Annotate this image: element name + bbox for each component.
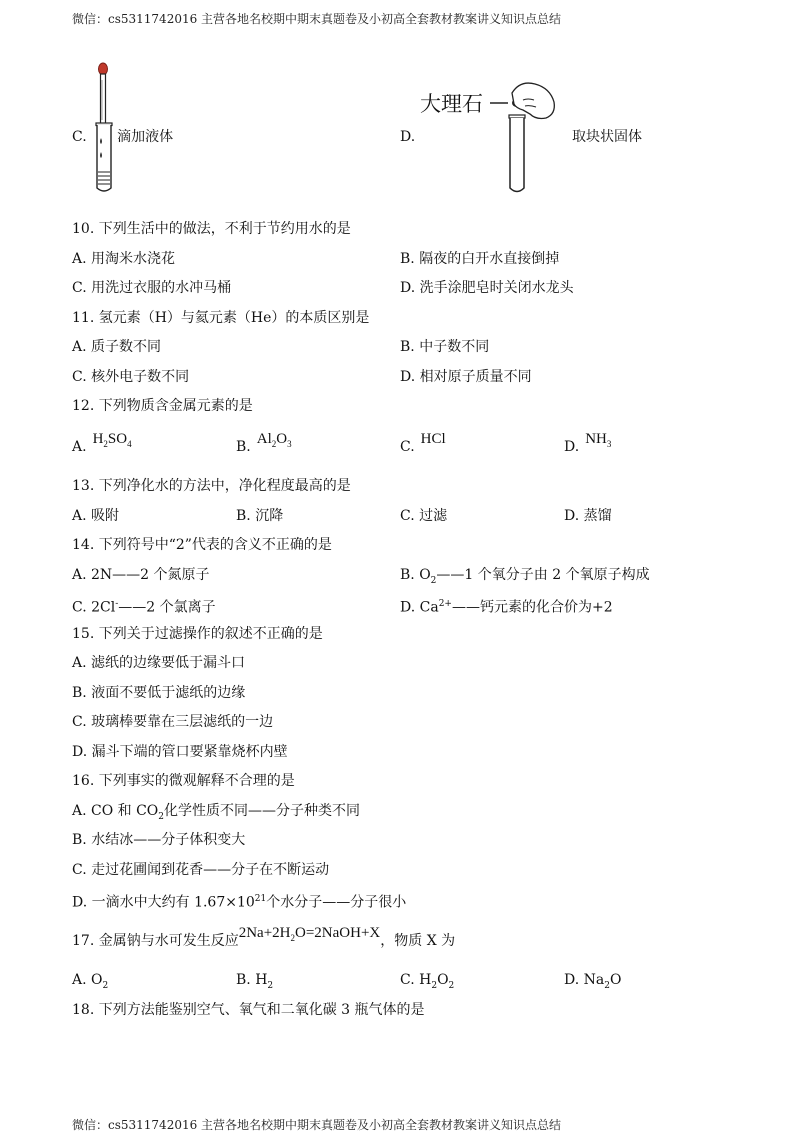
q11-option-a: A. 质子数不同 — [72, 339, 162, 355]
q11-option-b: B. 中子数不同 — [400, 339, 490, 355]
q10-option-a: A. 用淘米水浇花 — [72, 251, 176, 267]
q16-option-c: C. 走过花圃闻到花香——分子在不断运动 — [72, 862, 330, 878]
q13-stem: 13. 下列净化水的方法中，净化程度最高的是 — [72, 478, 351, 494]
q11-option-c: C. 核外电子数不同 — [72, 369, 190, 385]
q9-option-d-text: 取块状固体 — [572, 129, 642, 145]
q14-stem: 14. 下列符号中“2”代表的含义不正确的是 — [72, 537, 332, 553]
q9-option-d-label: D. — [400, 129, 416, 145]
q14-option-d: D. $Ca^{2+}——$钙元素的化合价为+2 — [400, 599, 613, 616]
q16-stem: 16. 下列事实的微观解释不合理的是 — [72, 773, 295, 789]
q12-option-a — [72, 431, 132, 461]
q15-option-c: C. 玻璃棒要靠在三层滤纸的一边 — [72, 714, 274, 730]
q16-option-a: A. CO 和 $CO_2$化学性质不同——分子种类不同 — [72, 803, 361, 822]
formula: $H_2SO_4$ — [92, 431, 132, 449]
q14-option-c: C. 2Cl-——2 个氯离子 — [72, 599, 216, 616]
q10-stem: 10. 下列生活中的做法，不利于节约用水的是 — [72, 221, 351, 237]
q10-option-c: C. 用洗过衣服的水冲马桶 — [72, 280, 232, 296]
q17-option-d: D. $Na_2O$ — [564, 972, 622, 991]
q15-option-b: B. 液面不要低于滤纸的边缘 — [72, 685, 246, 701]
q13-option-a: A. 吸附 — [72, 508, 120, 524]
q12-stem: 12. 下列物质含金属元素的是 — [72, 398, 253, 414]
q17-option-a: A. $O_2$ — [72, 972, 109, 991]
option-label: C. — [400, 439, 415, 455]
option-label: C. — [72, 129, 87, 145]
q11-stem: 11. 氢元素（H）与氦元素（He）的本质区别是 — [72, 310, 370, 326]
q15-stem: 15. 下列关于过滤操作的叙述不正确的是 — [72, 626, 323, 642]
marble-label: 大理石 — [420, 92, 483, 116]
q13-option-c: C. 过滤 — [400, 508, 448, 524]
q10-option-d: D. 洗手涂肥皂时关闭水龙头 — [400, 280, 574, 296]
q16-option-b: B. 水结冰——分子体积变大 — [72, 832, 246, 848]
hand-test-tube-figure — [490, 78, 560, 196]
q12-option-d — [564, 431, 612, 461]
option-label: A. — [72, 439, 87, 455]
q14-option-b: B. $O_2——1$ 个氧分子由 2 个氧原子构成 — [400, 567, 650, 586]
q15-option-d: D. 漏斗下端的管口要紧靠烧杯内壁 — [72, 744, 288, 760]
q9-option-c — [72, 128, 173, 146]
q12-option-b — [236, 431, 292, 461]
page-footer: 微信：cs5311742016 主营各地名校期中期末真题卷及小初高全套教材教案讲义知识点总结 — [72, 1118, 562, 1132]
reaction-equation: $2Na+2H_2O=2NaOH+X$ — [238, 925, 381, 943]
q16-option-d: D. 一滴水中大约有 $1.67\times 10^{21}$个水分子——分子很小 — [72, 894, 407, 911]
q14-option-a: A. 2N——2 个氮原子 — [72, 567, 210, 583]
option-label: D. — [564, 439, 580, 455]
q13-option-d: D. 蒸馏 — [564, 508, 612, 524]
formula: HCl — [420, 431, 446, 447]
q17-option-b: B. $H_2$ — [236, 972, 274, 991]
option-label: B. — [236, 439, 251, 455]
q17-stem: 17. 金属钠与水可发生反应$2Na+2H_2O=2NaOH+X$，物质 X 为 — [72, 925, 456, 949]
q10-option-b: B. 隔夜的白开水直接倒掉 — [400, 251, 560, 267]
q15-option-a: A. 滤纸的边缘要低于漏斗口 — [72, 655, 246, 671]
option-text: 滴加液体 — [117, 129, 174, 145]
q18-stem: 18. 下列方法能鉴别空气、氧气和二氧化碳 3 瓶气体的是 — [72, 1002, 425, 1018]
q13-option-b: B. 沉降 — [236, 508, 284, 524]
q17-option-c: C. $H_2O_2$ — [400, 972, 455, 991]
q11-option-d: D. 相对原子质量不同 — [400, 369, 532, 385]
formula: $NH_3$ — [585, 431, 612, 449]
formula: $Al_2O_3$ — [256, 431, 292, 449]
page-header: 微信：cs5311742016 主营各地名校期中期末真题卷及小初高全套教材教案讲义知识点总结 — [72, 12, 562, 26]
q12-option-c — [400, 431, 446, 456]
